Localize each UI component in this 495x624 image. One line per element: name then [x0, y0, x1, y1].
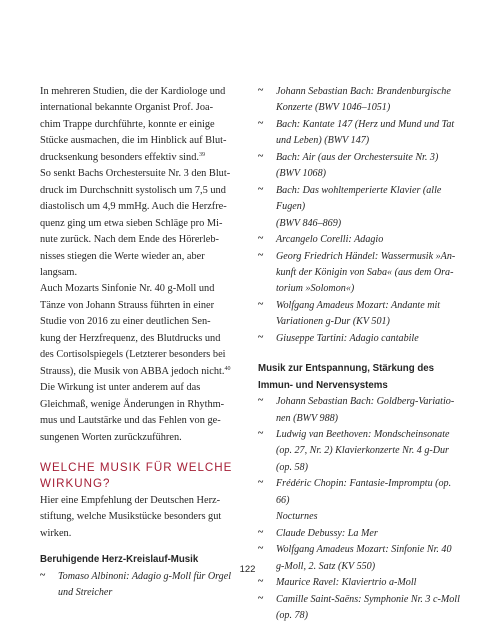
list-item-line: Frédéric Chopin: Fantasie-Impromptu (op. 66) — [276, 478, 451, 505]
list-item-line: Wolfgang Amadeus Mozart: Andante mit — [276, 300, 440, 311]
music-list-item — [258, 331, 460, 347]
list-item-line: Arcangelo Corelli: Adagio — [276, 234, 383, 245]
list-item-line: (op. 78) — [276, 610, 308, 621]
list-item-line: (op. 27, Nr. 2) Klavierkonzerte Nr. 4 g-Dur — [276, 445, 449, 456]
right-column — [258, 84, 460, 624]
text-line: Studie von 2016 zu einer deutlichen Sen- — [40, 316, 211, 327]
text-line: wirken. — [40, 528, 71, 539]
music-list-item — [258, 592, 460, 624]
text-line: stiftung, welche Musikstücke besonders gut — [40, 511, 221, 522]
tilde-bullet-icon: ~ — [258, 231, 263, 247]
list-item-line: und Streicher — [58, 587, 112, 598]
music-list-item — [258, 394, 460, 427]
list-item-line: Bach: Kantate 147 (Herz und Mund und Tat — [276, 119, 454, 130]
tilde-bullet-icon: ~ — [258, 116, 263, 132]
list-item-line: Maurice Ravel: Klaviertrio a-Moll — [276, 577, 416, 588]
tilde-bullet-icon: ~ — [40, 568, 45, 584]
text-line: Tänze von Johann Strauss führten in einer — [40, 300, 214, 311]
text-line: WELCHE MUSIK FÜR WELCHE — [40, 461, 232, 474]
subheading-calming-music: Beruhigende Herz-Kreislauf-Musik — [40, 552, 246, 568]
page-number: 122 — [0, 564, 495, 575]
list-item-line: Tomaso Albinoni: Adagio g-Moll für Orgel — [58, 571, 231, 582]
text-line: druck im Durchschnitt systolisch um 7,5 und — [40, 185, 226, 196]
list-item-line: Nocturnes — [276, 511, 318, 522]
text-line: So senkt Bachs Orchestersuite Nr. 3 den Blut- — [40, 168, 230, 179]
list-item-line: Ludwig van Beethoven: Mondscheinsonate — [276, 429, 450, 440]
list-item-line: Giuseppe Tartini: Adagio cantabile — [276, 333, 419, 344]
calming-music-list-continued — [258, 84, 460, 347]
footnote-39: 39 — [199, 152, 205, 158]
list-item-line: Georg Friedrich Händel: Wassermusik »An- — [276, 251, 455, 262]
list-item-line: g-Moll, 2. Satz (KV 550) — [276, 561, 375, 572]
music-list-item — [258, 183, 460, 232]
paragraph-mozart-strauss — [40, 281, 246, 446]
text-line: WIRKUNG? — [40, 477, 110, 490]
tilde-bullet-icon: ~ — [258, 525, 263, 541]
list-item-line: (BWV 846–869) — [276, 218, 341, 229]
text-line: Strauss), die Musik von ABBA jedoch nicht. — [40, 366, 224, 377]
list-item-line: Camille Saint-Saëns: Symphonie Nr. 3 c-Moll — [276, 594, 460, 605]
text-line: drucksenkung besonders effektiv sind. — [40, 152, 199, 163]
text-line: Stücke ausmachen, die im Hinblick auf Blut- — [40, 135, 226, 146]
text-line: Die Wirkung ist unter anderem auf das — [40, 382, 200, 393]
text-line: kung der Herzfrequenz, des Blutdrucks und — [40, 333, 220, 344]
tilde-bullet-icon: ~ — [258, 297, 263, 313]
list-item-line: Konzerte (BWV 1046–1051) — [276, 102, 390, 113]
music-list-item — [258, 249, 460, 298]
tilde-bullet-icon: ~ — [258, 591, 263, 607]
text-line: Immun- und Nervensystems — [258, 380, 388, 391]
text-line: sungenen Worten zurückzuführen. — [40, 432, 182, 443]
text-line: langsam. — [40, 267, 77, 278]
text-line: nisses stiegen die Werte wieder an, aber — [40, 251, 205, 262]
music-list-item — [258, 84, 460, 117]
list-item-line: Bach: Das wohltemperierte Klavier (alle Fugen) — [276, 185, 441, 212]
music-list-item — [258, 117, 460, 150]
text-line: Musik zur Entspannung, Stärkung des — [258, 363, 434, 374]
music-list-item — [258, 150, 460, 183]
list-item-line: und Leben) (BWV 147) — [276, 135, 369, 146]
footnote-40: 40 — [224, 366, 230, 372]
text-line: In mehreren Studien, die der Kardiologe und — [40, 86, 225, 97]
paragraph-bach-suite — [40, 166, 246, 281]
list-item-line: Variationen g-Dur (KV 501) — [276, 316, 390, 327]
text-line: Gleichmaß, wenige Änderungen in Rhythm- — [40, 399, 224, 410]
tilde-bullet-icon: ~ — [258, 248, 263, 264]
list-item-line: Johann Sebastian Bach: Brandenburgische — [276, 86, 451, 97]
text-line: quenz ging um etwa sieben Schläge pro Mi- — [40, 218, 222, 229]
tilde-bullet-icon: ~ — [258, 393, 263, 409]
tilde-bullet-icon: ~ — [258, 574, 263, 590]
text-line: des Cortisolspiegels (Letzterer besonders bei — [40, 349, 226, 360]
paragraph-3-text-a — [40, 283, 226, 376]
tilde-bullet-icon: ~ — [258, 149, 263, 165]
tilde-bullet-icon: ~ — [258, 83, 263, 99]
list-item-line: torium »Solomon«) — [276, 283, 354, 294]
section-heading-music-effect — [40, 460, 246, 493]
list-item-line: nen (BWV 988) — [276, 413, 338, 424]
text-line: mus und Lautstärke und das Fehlen von ge- — [40, 415, 221, 426]
list-item-line: Claude Debussy: La Mer — [276, 528, 378, 539]
music-list-item — [258, 232, 460, 248]
subheading-relaxation-music — [258, 361, 460, 394]
left-column — [40, 84, 246, 601]
tilde-bullet-icon: ~ — [258, 330, 263, 346]
tilde-bullet-icon: ~ — [258, 182, 263, 198]
tilde-bullet-icon: ~ — [258, 426, 263, 442]
list-item-line: kunft der Königin von Saba« (aus dem Ora- — [276, 267, 453, 278]
tilde-bullet-icon: ~ — [258, 475, 263, 491]
paragraph-recommendation — [40, 493, 246, 542]
text-line: nute zurück. Nach dem Ende des Hörerleb- — [40, 234, 219, 245]
text-line: Auch Mozarts Sinfonie Nr. 40 g-Moll und — [40, 283, 214, 294]
music-list-item — [258, 427, 460, 476]
music-list-item — [258, 575, 460, 591]
list-item-line: (op. 58) — [276, 462, 308, 473]
paragraph-blood-pressure-studies — [40, 84, 246, 166]
list-item-line: Bach: Air (aus der Orchestersuite Nr. 3) — [276, 152, 438, 163]
text-line: chim Trappe durchführte, konnte er einige — [40, 119, 215, 130]
music-list-item — [258, 526, 460, 542]
paragraph-3-text-b — [40, 382, 224, 442]
music-list-item — [258, 298, 460, 331]
list-item-line: (BWV 1068) — [276, 168, 326, 179]
list-item-line: Wolfgang Amadeus Mozart: Sinfonie Nr. 40 — [276, 544, 452, 555]
tilde-bullet-icon: ~ — [258, 541, 263, 557]
text-line: diastolisch um 4,9 mmHg. Auch die Herzfre- — [40, 201, 227, 212]
text-line: international bekannte Organist Prof. Joa- — [40, 102, 213, 113]
music-list-item — [258, 476, 460, 525]
text-line: Hier eine Empfehlung der Deutschen Herz- — [40, 495, 220, 506]
relaxation-music-list — [258, 394, 460, 624]
list-item-line: Johann Sebastian Bach: Goldberg-Variatio- — [276, 396, 454, 407]
